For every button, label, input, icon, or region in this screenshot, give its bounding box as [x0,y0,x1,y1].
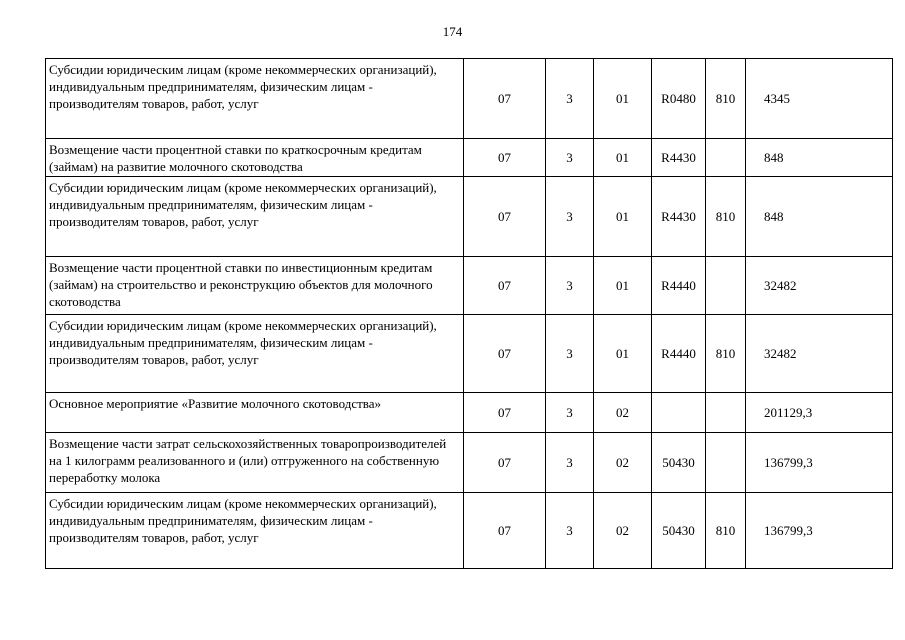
row-name: Возмещение части затрат сельскохозяйственных товаропроизводителей на 1 килограмм реализованного и (или) отгруженного на собственную переработку молока [46,433,464,493]
row-event-code: 01 [594,257,652,315]
row-subprogram-code: 3 [546,393,594,433]
row-name: Основное мероприятие «Развитие молочного скотоводства» [46,393,464,433]
row-section-code: 07 [464,139,546,177]
row-event-code: 01 [594,177,652,257]
row-subprogram-code: 3 [546,493,594,569]
row-name: Субсидии юридическим лицам (кроме некоммерческих организаций), индивидуальным предпринимателям, физическим лицам - производителям товаров, работ, услуг [46,177,464,257]
row-event-code: 02 [594,433,652,493]
row-subprogram-code: 3 [546,315,594,393]
row-expense-type-code: 810 [706,59,746,139]
row-expense-type-code: 810 [706,315,746,393]
row-event-code: 01 [594,139,652,177]
row-subprogram-code: 3 [546,59,594,139]
row-section-code: 07 [464,393,546,433]
row-section-code: 07 [464,59,546,139]
budget-table [45,58,893,569]
row-section-code: 07 [464,433,546,493]
row-direction-code: 50430 [652,433,706,493]
row-section-code: 07 [464,315,546,393]
page-number: 174 [442,24,463,39]
table-row [46,177,893,257]
row-direction-code: R4440 [652,315,706,393]
table-row [46,59,893,139]
row-subprogram-code: 3 [546,177,594,257]
row-expense-type-code [706,393,746,433]
row-amount: 201129,3 [746,393,893,433]
row-direction-code: R4430 [652,139,706,177]
row-expense-type-code [706,433,746,493]
row-direction-code: R4440 [652,257,706,315]
table-row [46,139,893,177]
row-amount: 848 [746,139,893,177]
row-amount: 32482 [746,315,893,393]
row-event-code: 02 [594,493,652,569]
row-direction-code [652,393,706,433]
table-row [46,393,893,433]
row-name: Субсидии юридическим лицам (кроме некоммерческих организаций), индивидуальным предпринимателям, физическим лицам - производителям товаров, работ, услуг [46,59,464,139]
row-expense-type-code: 810 [706,177,746,257]
row-amount: 136799,3 [746,493,893,569]
row-expense-type-code: 810 [706,493,746,569]
row-section-code: 07 [464,493,546,569]
row-section-code: 07 [464,177,546,257]
table-row [46,315,893,393]
row-direction-code: R4430 [652,177,706,257]
row-direction-code: R0480 [652,59,706,139]
row-name: Возмещение части процентной ставки по краткосрочным кредитам (займам) на развитие молочного скотоводства [46,139,464,177]
row-name: Субсидии юридическим лицам (кроме некоммерческих организаций), индивидуальным предпринимателям, физическим лицам - производителям товаров, работ, услуг [46,493,464,569]
row-direction-code: 50430 [652,493,706,569]
row-amount: 136799,3 [746,433,893,493]
table-row [46,257,893,315]
row-amount: 848 [746,177,893,257]
row-amount: 4345 [746,59,893,139]
table-row [46,493,893,569]
table-row [46,433,893,493]
row-subprogram-code: 3 [546,257,594,315]
row-name: Возмещение части процентной ставки по инвестиционным кредитам (займам) на строительство и реконструкцию объектов для молочного скотоводства [46,257,464,315]
row-event-code: 01 [594,59,652,139]
row-expense-type-code [706,257,746,315]
row-section-code: 07 [464,257,546,315]
row-subprogram-code: 3 [546,433,594,493]
row-event-code: 01 [594,315,652,393]
row-event-code: 02 [594,393,652,433]
row-subprogram-code: 3 [546,139,594,177]
row-name: Субсидии юридическим лицам (кроме некоммерческих организаций), индивидуальным предпринимателям, физическим лицам - производителям товаров, работ, услуг [46,315,464,393]
row-expense-type-code [706,139,746,177]
row-amount: 32482 [746,257,893,315]
